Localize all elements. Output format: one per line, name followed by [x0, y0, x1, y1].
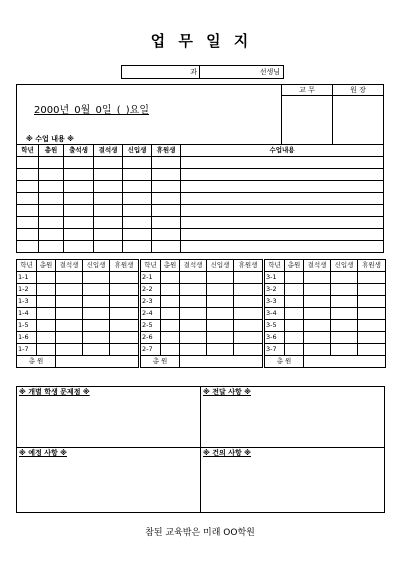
table-cell[interactable] [358, 344, 386, 356]
table-cell[interactable] [207, 284, 234, 296]
table-cell[interactable] [39, 169, 64, 181]
table-cell[interactable] [110, 284, 139, 296]
class-label: 1-4 [17, 308, 37, 320]
teacher-label: 선생님 [259, 68, 280, 76]
total-value[interactable] [304, 356, 386, 368]
table-cell[interactable] [94, 205, 123, 217]
table-cell[interactable] [37, 308, 56, 320]
table-row [17, 205, 384, 217]
table-cell[interactable] [64, 217, 94, 229]
class-label: 1-6 [17, 332, 37, 344]
col-header: 신입생 [123, 145, 152, 157]
table-cell[interactable] [83, 308, 110, 320]
table-cell[interactable] [285, 308, 304, 320]
table-row [141, 284, 263, 296]
table-cell[interactable] [37, 284, 56, 296]
table-cell[interactable] [181, 217, 384, 229]
table-cell[interactable] [152, 241, 181, 253]
col-header: 휴원생 [152, 145, 181, 157]
table-cell[interactable] [39, 241, 64, 253]
table-cell[interactable] [181, 193, 384, 205]
table-cell[interactable] [17, 229, 39, 241]
table-cell[interactable] [123, 157, 152, 169]
grade-2-table [140, 259, 263, 368]
table-row [141, 308, 263, 320]
table-cell[interactable] [234, 344, 263, 356]
table-cell[interactable] [17, 157, 39, 169]
table-cell[interactable] [123, 241, 152, 253]
table-cell[interactable] [83, 344, 110, 356]
table-cell[interactable] [123, 229, 152, 241]
table-cell[interactable] [17, 217, 39, 229]
table-row [141, 272, 263, 284]
table-cell[interactable] [56, 332, 83, 344]
table-cell[interactable] [123, 181, 152, 193]
table-cell[interactable] [110, 344, 139, 356]
table-cell[interactable] [234, 296, 263, 308]
table-cell[interactable] [110, 332, 139, 344]
table-cell[interactable] [56, 344, 83, 356]
table-cell[interactable] [123, 217, 152, 229]
table-cell[interactable] [331, 308, 358, 320]
col-header: 결석생 [94, 145, 123, 157]
table-cell[interactable] [37, 296, 56, 308]
table-cell[interactable] [64, 241, 94, 253]
table-cell[interactable] [94, 193, 123, 205]
table-cell[interactable] [17, 193, 39, 205]
table-cell[interactable] [94, 181, 123, 193]
table-cell[interactable] [39, 217, 64, 229]
col-header: 신입생 [207, 260, 234, 272]
table-row [17, 284, 139, 296]
table-cell[interactable] [358, 308, 386, 320]
table-cell[interactable] [181, 241, 384, 253]
table-cell[interactable] [180, 320, 207, 332]
table-cell[interactable] [83, 296, 110, 308]
table-cell[interactable] [181, 229, 384, 241]
col-header: 학년 [141, 260, 161, 272]
class-label: 3-7 [265, 344, 285, 356]
table-cell[interactable] [180, 344, 207, 356]
table-cell[interactable] [17, 241, 39, 253]
class-label: 3-6 [265, 332, 285, 344]
class-label: 2-1 [141, 272, 161, 284]
table-row [141, 332, 263, 344]
table-row [17, 157, 384, 169]
table-row [17, 296, 139, 308]
class-label: 2-6 [141, 332, 161, 344]
col-header: 결석생 [180, 260, 207, 272]
table-cell[interactable] [207, 272, 234, 284]
table-cell[interactable] [39, 205, 64, 217]
table-cell[interactable] [181, 181, 384, 193]
table-cell[interactable] [39, 157, 64, 169]
table-cell[interactable] [56, 308, 83, 320]
table-cell[interactable] [152, 193, 181, 205]
table-row [265, 308, 386, 320]
table-cell[interactable] [123, 193, 152, 205]
col-header: 결석생 [304, 260, 331, 272]
table-cell[interactable] [37, 272, 56, 284]
planned-section[interactable]: ※ 예정 사항 ※ [17, 448, 201, 513]
class-table [16, 144, 384, 253]
col-header: 휴원생 [110, 260, 139, 272]
dept-label: 과 [122, 66, 200, 78]
table-cell[interactable] [234, 284, 263, 296]
table-cell[interactable] [180, 284, 207, 296]
notes-table [16, 386, 385, 513]
table-cell[interactable] [331, 332, 358, 344]
table-cell[interactable] [56, 284, 83, 296]
approval-sign-1[interactable] [282, 96, 333, 146]
class-label: 2-5 [141, 320, 161, 332]
table-cell[interactable] [304, 308, 331, 320]
table-cell[interactable] [123, 169, 152, 181]
table-cell[interactable] [64, 169, 94, 181]
col-header: 학년 [17, 260, 37, 272]
table-cell[interactable] [180, 308, 207, 320]
table-cell[interactable] [17, 169, 39, 181]
table-cell[interactable] [161, 296, 180, 308]
col-header: 학년 [265, 260, 285, 272]
table-cell[interactable] [94, 157, 123, 169]
table-cell[interactable] [39, 193, 64, 205]
class-label: 1-1 [17, 272, 37, 284]
grade-1-table [16, 259, 139, 368]
total-label: 총 원 [141, 356, 180, 368]
table-cell[interactable] [304, 284, 331, 296]
col-header: 총원 [39, 145, 64, 157]
col-header: 총원 [37, 260, 56, 272]
table-cell[interactable] [358, 320, 386, 332]
table-cell[interactable] [152, 217, 181, 229]
table-cell[interactable] [83, 284, 110, 296]
class-label: 1-7 [17, 344, 37, 356]
table-cell[interactable] [285, 272, 304, 284]
table-row [17, 217, 384, 229]
col-header: 휴원생 [358, 260, 386, 272]
table-cell[interactable] [285, 332, 304, 344]
table-cell[interactable] [37, 320, 56, 332]
table-cell[interactable] [358, 272, 386, 284]
table-cell[interactable] [161, 308, 180, 320]
table-cell[interactable] [56, 272, 83, 284]
table-cell[interactable] [358, 332, 386, 344]
col-header: 휴원생 [234, 260, 263, 272]
class-label: 3-1 [265, 272, 285, 284]
table-row [265, 272, 386, 284]
table-cell[interactable] [207, 320, 234, 332]
col-header: 학년 [17, 145, 39, 157]
table-cell[interactable] [56, 320, 83, 332]
table-cell[interactable] [161, 284, 180, 296]
class-label: 3-4 [265, 308, 285, 320]
table-row [17, 344, 139, 356]
table-cell[interactable] [358, 284, 386, 296]
approval-sign-2[interactable] [333, 96, 384, 146]
class-label: 3-2 [265, 284, 285, 296]
table-cell[interactable] [180, 272, 207, 284]
table-cell[interactable] [207, 308, 234, 320]
table-cell[interactable] [37, 332, 56, 344]
table-row [265, 284, 386, 296]
table-row [141, 344, 263, 356]
table-cell[interactable] [123, 205, 152, 217]
table-cell[interactable] [358, 296, 386, 308]
col-header: 출석생 [64, 145, 94, 157]
grade-3-table [264, 259, 386, 368]
table-cell[interactable] [110, 308, 139, 320]
table-row [17, 193, 384, 205]
page-title: 업 무 일 지 [150, 32, 250, 50]
table-cell[interactable] [152, 181, 181, 193]
table-row [17, 241, 384, 253]
table-cell[interactable] [181, 169, 384, 181]
table-cell[interactable] [64, 157, 94, 169]
table-row [141, 296, 263, 308]
class-label: 2-2 [141, 284, 161, 296]
col-header: 총원 [285, 260, 304, 272]
table-cell[interactable] [83, 320, 110, 332]
table-cell[interactable] [207, 332, 234, 344]
col-header: 총원 [161, 260, 180, 272]
table-row [17, 229, 384, 241]
total-label: 총 원 [17, 356, 56, 368]
table-cell[interactable] [83, 272, 110, 284]
table-cell[interactable] [207, 344, 234, 356]
total-value[interactable] [180, 356, 263, 368]
table-cell[interactable] [37, 344, 56, 356]
table-row [265, 332, 386, 344]
table-cell[interactable] [94, 169, 123, 181]
table-cell[interactable] [161, 332, 180, 344]
table-cell[interactable] [152, 229, 181, 241]
class-label: 1-2 [17, 284, 37, 296]
table-cell[interactable] [110, 272, 139, 284]
table-cell[interactable] [285, 344, 304, 356]
class-label: 2-3 [141, 296, 161, 308]
table-cell[interactable] [17, 181, 39, 193]
table-cell[interactable] [304, 332, 331, 344]
table-cell[interactable] [110, 296, 139, 308]
table-cell[interactable] [181, 205, 384, 217]
table-cell[interactable] [161, 320, 180, 332]
table-row [17, 181, 384, 193]
table-cell[interactable] [56, 296, 83, 308]
table-row [141, 320, 263, 332]
date-field[interactable]: 2000년 0월 0일 ( )요일 [34, 105, 149, 116]
table-cell[interactable] [152, 205, 181, 217]
table-cell[interactable] [161, 272, 180, 284]
table-cell[interactable] [64, 229, 94, 241]
table-cell[interactable] [207, 296, 234, 308]
table-cell[interactable] [285, 284, 304, 296]
class-content-label: ※ 수업 내용 ※ [26, 135, 74, 143]
table-cell[interactable] [94, 229, 123, 241]
class-label: 3-5 [265, 320, 285, 332]
suggestions-section[interactable]: ※ 건의 사항 ※ [201, 448, 385, 513]
delivery-section[interactable]: ※ 전달 사항 ※ [201, 387, 385, 448]
table-cell[interactable] [152, 169, 181, 181]
col-header: 신입생 [331, 260, 358, 272]
table-cell[interactable] [234, 308, 263, 320]
table-cell[interactable] [331, 272, 358, 284]
table-cell[interactable] [304, 272, 331, 284]
table-cell[interactable] [304, 320, 331, 332]
table-cell[interactable] [234, 320, 263, 332]
footer-slogan: 참된 교육밖은 미래 OO학원 [145, 528, 255, 538]
table-cell[interactable] [39, 181, 64, 193]
table-row [17, 272, 139, 284]
table-cell[interactable] [180, 332, 207, 344]
class-label: 2-7 [141, 344, 161, 356]
table-cell[interactable] [331, 344, 358, 356]
student-issues-section[interactable]: ※ 개별 학생 문제점 ※ [17, 387, 201, 448]
table-row [17, 320, 139, 332]
table-cell[interactable] [152, 157, 181, 169]
table-cell[interactable] [304, 296, 331, 308]
table-cell[interactable] [180, 296, 207, 308]
table-cell[interactable] [64, 193, 94, 205]
class-label: 2-4 [141, 308, 161, 320]
table-row [17, 169, 384, 181]
col-header: 신입생 [83, 260, 110, 272]
table-row [17, 332, 139, 344]
table-cell[interactable] [94, 241, 123, 253]
table-cell[interactable] [83, 332, 110, 344]
table-cell[interactable] [285, 296, 304, 308]
table-cell[interactable] [64, 205, 94, 217]
table-cell[interactable] [331, 296, 358, 308]
table-cell[interactable] [39, 229, 64, 241]
table-cell[interactable] [304, 344, 331, 356]
table-cell[interactable] [331, 320, 358, 332]
table-cell[interactable] [234, 272, 263, 284]
table-cell[interactable] [161, 344, 180, 356]
table-row [265, 296, 386, 308]
approval-head-2: 원 장 [333, 85, 384, 96]
table-row [265, 320, 386, 332]
teacher-field[interactable] [121, 65, 284, 79]
table-cell[interactable] [285, 320, 304, 332]
class-label: 1-5 [17, 320, 37, 332]
table-cell[interactable] [110, 320, 139, 332]
table-cell[interactable] [17, 205, 39, 217]
total-label: 총 원 [265, 356, 304, 368]
class-label: 3-3 [265, 296, 285, 308]
table-row [265, 344, 386, 356]
table-cell[interactable] [64, 181, 94, 193]
col-header: 수업내용 [181, 145, 384, 157]
table-row [17, 308, 139, 320]
class-label: 1-3 [17, 296, 37, 308]
total-value[interactable] [56, 356, 139, 368]
table-cell[interactable] [94, 217, 123, 229]
header-box [16, 84, 384, 145]
table-cell[interactable] [331, 284, 358, 296]
col-header: 결석생 [56, 260, 83, 272]
approval-table [281, 85, 383, 145]
table-cell[interactable] [234, 332, 263, 344]
approval-head-1: 교 무 [282, 85, 333, 96]
table-cell[interactable] [181, 157, 384, 169]
